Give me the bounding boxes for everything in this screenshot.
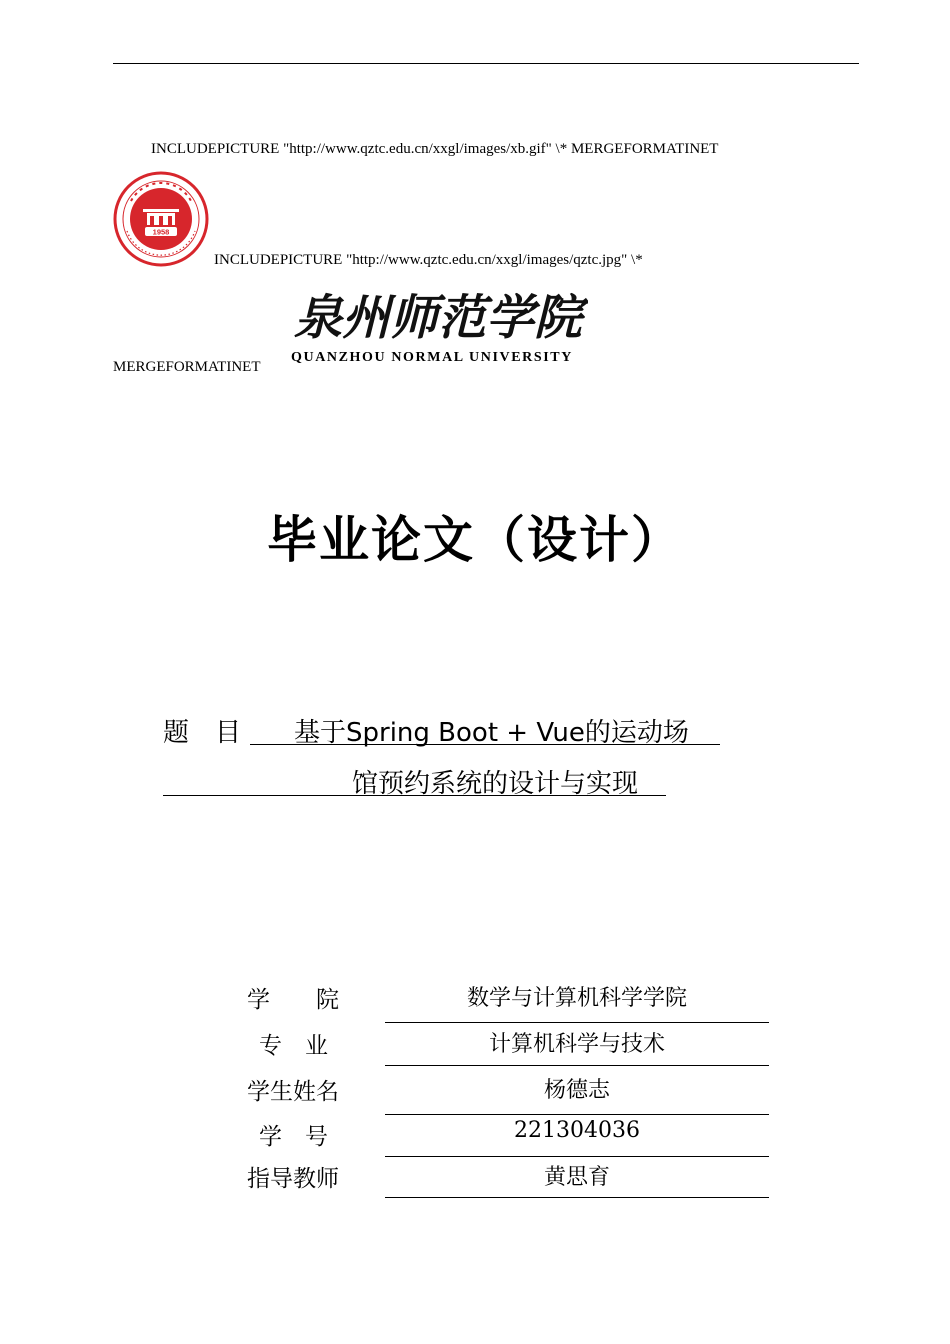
topic-underline-2 [163,795,666,796]
topic-line-1: 基于Spring Boot + Vue的运动场 [294,718,689,748]
info-label-student-name: 学生姓名 [247,1079,339,1105]
field-code-line-2: INCLUDEPICTURE "http://www.qztc.edu.cn/xxgl/images/qztc.jpg" \* [214,252,643,268]
university-wordmark-logo [288,286,588,372]
field-code-line-3: MERGEFORMATINET [113,359,261,375]
info-rule [385,1197,769,1198]
info-value-student-name: 杨德志 [543,1078,610,1103]
info-value-major: 计算机科学与技术 [488,1032,665,1057]
info-value-student-id: 221304036 [514,1118,640,1143]
info-rule [385,1114,769,1115]
info-label-student-id: 学 号 [259,1124,328,1150]
topic-underline-1 [250,744,720,745]
info-rule [385,1022,769,1023]
thesis-title: 毕业论文（设计） [267,511,683,569]
info-value-college: 数学与计算机科学学院 [466,986,687,1011]
info-rule [385,1156,769,1157]
wordmark-chinese: 泉州师范学院 [293,290,583,344]
info-label-major: 专 业 [259,1033,328,1059]
info-label-college: 学 院 [247,987,339,1013]
topic-label: 题 目 [163,718,242,748]
header-rule [113,63,859,64]
university-seal-logo [113,171,209,267]
seal-year: 1958 [152,227,170,237]
info-label-advisor: 指导教师 [247,1166,339,1192]
info-value-advisor: 黄思育 [543,1165,610,1190]
wordmark-english: QUANZHOU NORMAL UNIVERSITY [291,350,573,365]
topic-line-2: 馆预约系统的设计与实现 [352,769,639,799]
wordmark-calligraphy [288,286,588,344]
info-rule [385,1065,769,1066]
field-code-line-1: INCLUDEPICTURE "http://www.qztc.edu.cn/xxgl/images/xb.gif" \* MERGEFORMATINET [151,141,719,157]
